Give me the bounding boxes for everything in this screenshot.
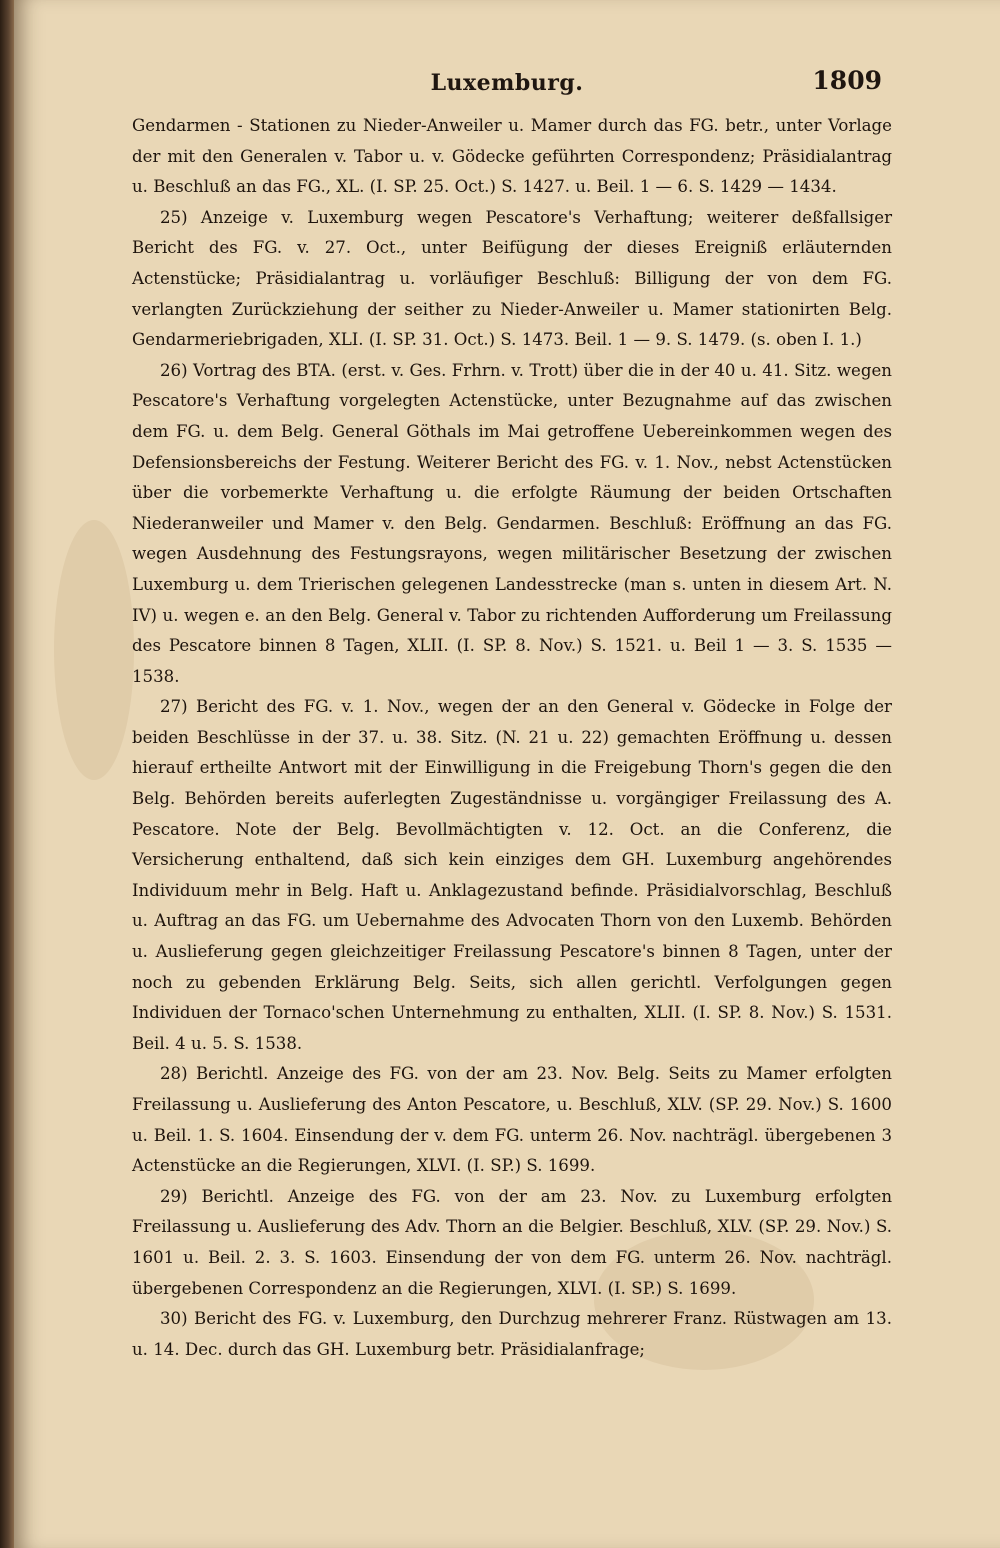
entry-text: Bericht des FG. v. 1. Nov., wegen der an den General v. Gödecke in Folge der beiden Beschlüsse in der 37. u. 38. Sitz. (N. 21 u. 22) gemachten Eröffnung u. dessen hierauf ertheilte Antwort mit der Einwilligung in die Freigebung Thorn's gegen die den Belg. Behörden bereits auferlegten Zugeständnisse u. vorgängiger Freilassung des A. Pescatore. Note der Belg. Bevollmächtigten v. 12. Oct. an die Conferenz, die Versicherung enthaltend, daß sich kein einziges dem GH. Luxemburg angehörendes Individuum mehr in Belg. Haft u. Anklagezustand befinde. Präsidialvorschlag, Beschluß u. Auftrag an das FG. um Uebernahme des Advocaten Thorn von den Luxemb. Behörden u. Auslieferung gegen gleichzeitiger Freilassung Pescatore's binnen 8 Tagen, unter der noch zu gebenden Erklärung Belg. Seits, sich allen gerichtl. Verfolgungen gegen Individuen der Tornaco'schen Unternehmung zu enthalten, XLII. (I. SP. 8. Nov.) S. 1531. Beil. 4 u. 5. S. 1538. — [132, 697, 892, 1053]
entry-text: Berichtl. Anzeige des FG. von der am 23. Nov. Belg. Seits zu Mamer erfolgten Freilassung u. Auslieferung des Anton Pescatore, u. Beschluß, XLV. (SP. 29. Nov.) S. 1600 u. Beil. 1. S. 1604. Einsendung der v. dem FG. unterm 26. Nov. nachträgl. übergebenen 3 Actenstücke an die Regierungen, XLVI. (I. SP.) S. 1699. — [132, 1064, 892, 1176]
entry-continued — [132, 111, 892, 203]
entry-text: Anzeige v. Luxemburg wegen Pescatore's Verhaftung; weiterer deßfallsiger Bericht des FG. v. 27. Oct., unter Beifügung der dieses Ereigniß erläuternden Actenstücke; Präsidialantrag u. vorläufiger Beschluß: Billigung der von dem FG. verlangten Zurückziehung der seither zu Nieder-Anweiler u. Mamer stationirten Belg. Gendarmeriebrigaden, XLI. (I. SP. 31. Oct.) S. 1473. Beil. 1 — 9. S. 1479. (s. oben I. 1.) — [132, 207, 892, 350]
entry-29 — [132, 1182, 892, 1304]
entry-30 — [132, 1304, 892, 1365]
entry-number: 30) — [160, 1309, 188, 1329]
entry-text: Vortrag des BTA. (erst. v. Ges. Frhrn. v. Trott) über die in der 40 u. 41. Sitz. wegen Pescatore's Verhaftung vorgelegten Actenstücke, unter Bezugnahme auf das zwischen dem FG. u. dem Belg. General Göthals im Mai getroffene Uebereinkommen wegen des Defensionsbereichs der Festung. Weiterer Bericht des FG. v. 1. Nov., nebst Actenstücken über die vorbemerkte Verhaftung u. die erfolgte Räumung der beiden Ortschaften Niederanweiler und Mamer v. den Belg. Gendarmen. Beschluß: Eröffnung an das FG. wegen Ausdehnung des Festungsrayons, wegen militärischer Besetzung der zwischen Luxemburg u. dem Trierischen gelegenen Landesstrecke (man s. unten in diesem Art. N. IV) u. wegen e. an den Belg. General v. Tabor zu richtenden Aufforderung um Freilassung des Pescatore binnen 8 Tagen, XLII. (I. SP. 8. Nov.) S. 1521. u. Beil 1 — 3. S. 1535 — 1538. — [132, 360, 892, 686]
entry-26 — [132, 356, 892, 693]
entry-text: Gendarmen - Stationen zu Nieder-Anweiler u. Mamer durch das FG. betr., unter Vorlage der mit den Generalen v. Tabor u. v. Gödecke geführten Correspondenz; Präsidialantrag u. Beschluß an das FG., XL. (I. SP. 25. Oct.) S. 1427. u. Beil. 1 — 6. S. 1429 — 1434. — [132, 116, 892, 197]
entry-number: 29) — [160, 1186, 188, 1206]
entry-number: 26) — [160, 360, 188, 380]
paper-stain — [54, 520, 134, 780]
page-header — [14, 66, 1000, 106]
entry-number: 27) — [160, 697, 188, 717]
entry-25 — [132, 203, 892, 356]
book-page — [14, 0, 1000, 1548]
entry-number: 25) — [160, 207, 188, 227]
running-title: Luxemburg. — [430, 70, 584, 96]
body-text — [132, 111, 892, 1365]
page-number: 1809 — [812, 66, 882, 95]
entry-text: Berichtl. Anzeige des FG. von der am 23. Nov. zu Luxemburg erfolgten Freilassung u. Auslieferung des Adv. Thorn an die Belgier. Beschluß, XLV. (SP. 29. Nov.) S. 1601 u. Beil. 2. 3. S. 1603. Einsendung der von dem FG. unterm 26. Nov. nachträgl. übergebenen Correspondenz an die Regierungen, XLVI. (I. SP.) S. 1699. — [132, 1186, 893, 1298]
entry-27 — [132, 692, 892, 1059]
entry-28 — [132, 1059, 892, 1181]
entry-text: Bericht des FG. v. Luxemburg, den Durchzug mehrerer Franz. Rüstwagen am 13. u. 14. Dec. durch das GH. Luxemburg betr. Präsidialanfrage; — [132, 1309, 892, 1359]
entry-number: 28) — [160, 1064, 188, 1084]
book-spine — [0, 0, 14, 1548]
